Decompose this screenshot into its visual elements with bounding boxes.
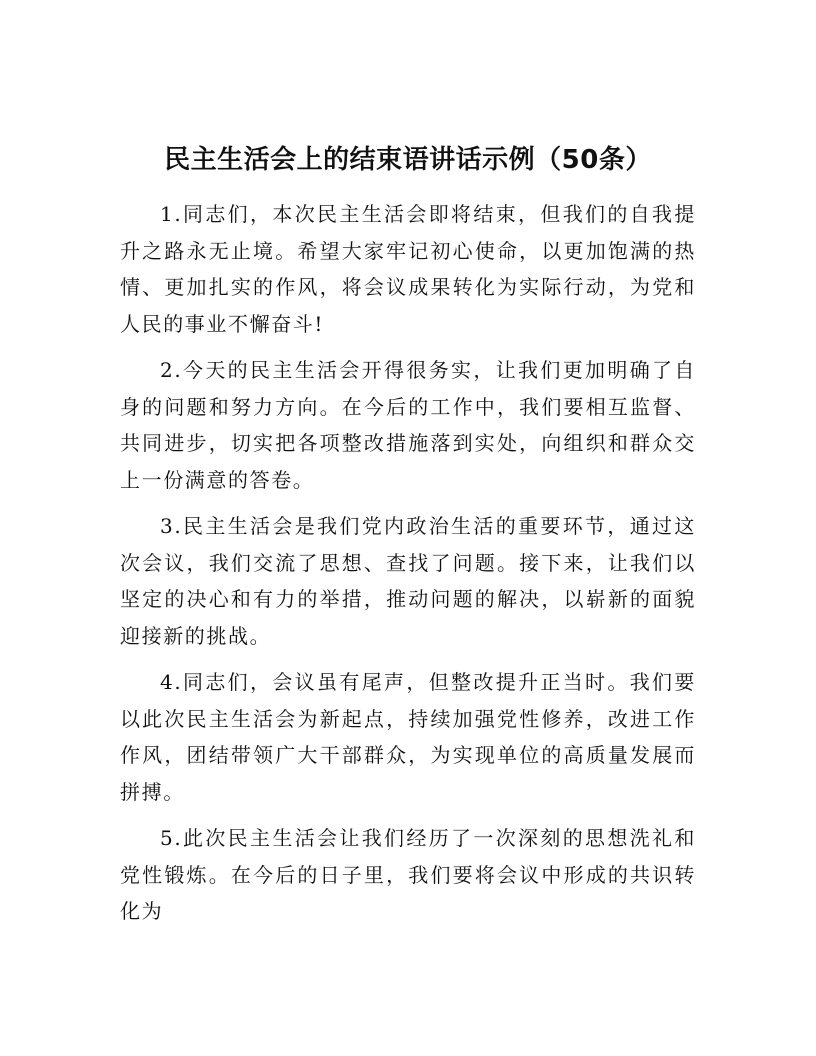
paragraph-2: 2.今天的民主生活会开得很务实，让我们更加明确了自身的问题和努力方向。在今后的工作中，我们要相互监督、共同进步，切实把各项整改措施落到实处，向组织和群众交上一份满意的答卷。: [120, 358, 696, 492]
document-body: [120, 196, 696, 940]
paragraph-5: 5.此次民主生活会让我们经历了一次深刻的思想洗礼和党性锻炼。在今后的日子里，我们要将会议中形成的共识转化为: [120, 826, 696, 923]
paragraph-1: 1.同志们，本次民主生活会即将结束，但我们的自我提升之路永无止境。希望大家牢记初心使命，以更加饱满的热情、更加扎实的作风，将会议成果转化为实际行动，为党和人民的事业不懈奋斗!: [120, 202, 696, 336]
paragraph-3: 3.民主生活会是我们党内政治生活的重要环节，通过这次会议，我们交流了思想、查找了问题。接下来，让我们以坚定的决心和有力的举措，推动问题的解决，以崭新的面貌迎接新的挑战。: [120, 514, 696, 648]
document-title: 民主生活会上的结束语讲话示例（50条）: [164, 145, 652, 175]
paragraph-4: 4.同志们，会议虽有尾声，但整改提升正当时。我们要以此次民主生活会为新起点，持续加强党性修养，改进工作作风，团结带领广大干部群众，为实现单位的高质量发展而拼搏。: [120, 670, 696, 804]
